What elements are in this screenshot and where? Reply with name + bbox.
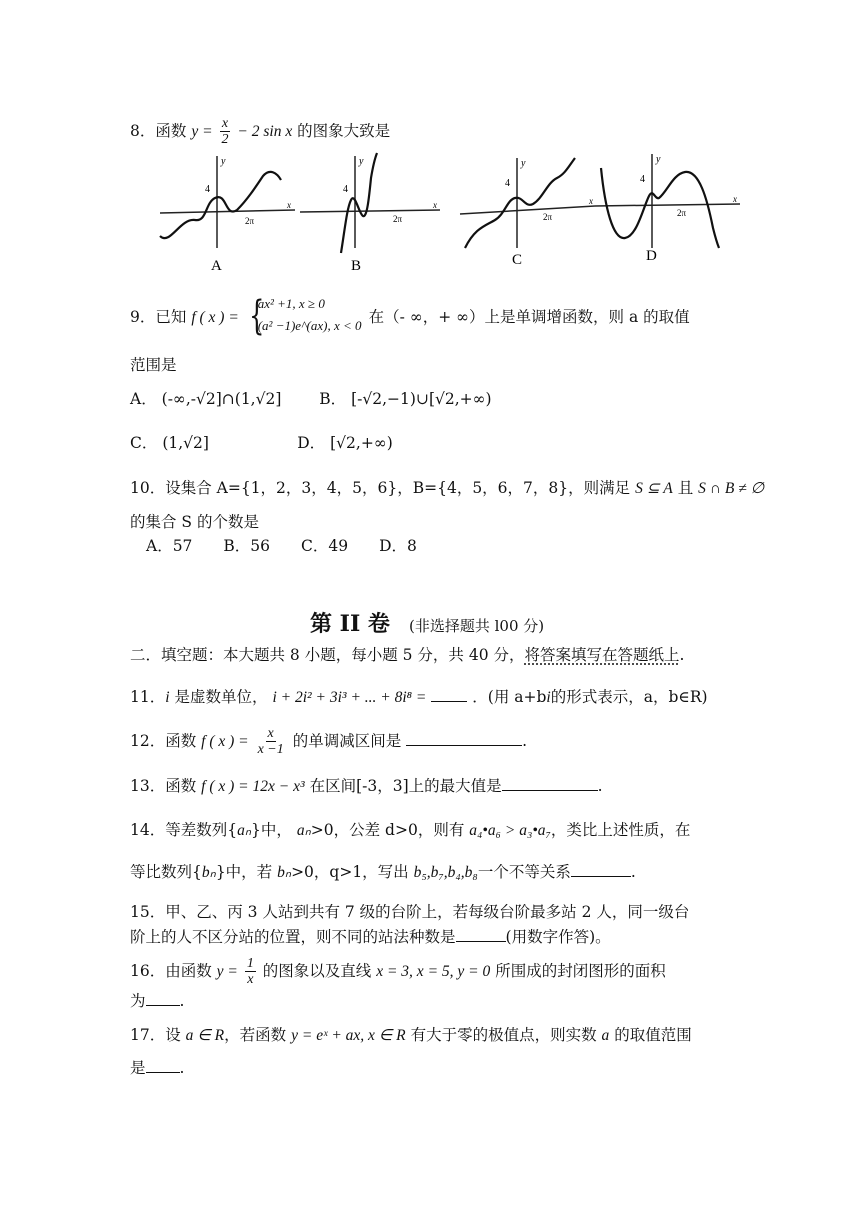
q13-expression: f ( x ) = 12x − x³ xyxy=(201,778,305,795)
q9-option-d: [√2,+∞) xyxy=(330,434,393,452)
graph-c-curve xyxy=(465,158,575,248)
q9-f: f ( x ) = xyxy=(191,309,239,326)
q8-prefix: 8．函数 xyxy=(130,121,187,140)
graph-b-tick-4: 4 xyxy=(343,184,348,195)
q16-line-2 xyxy=(130,991,184,1011)
part-2-heading xyxy=(310,607,544,638)
graph-a-curve xyxy=(160,172,281,238)
q9-option-c-label: C． xyxy=(130,434,158,452)
q8-numerator: x xyxy=(221,116,229,131)
graph-b-x-label: x xyxy=(433,200,437,210)
graph-b-curve xyxy=(341,153,377,253)
q9-piecewise xyxy=(244,293,364,340)
part-2-title: 第 II 卷 xyxy=(310,611,390,637)
question-8 xyxy=(130,116,390,148)
graph-d-curve xyxy=(601,168,719,248)
q9-option-a-label: A． xyxy=(130,390,157,408)
q17-text-4: 是 xyxy=(130,1059,146,1077)
q9-options-cd xyxy=(130,434,393,453)
q9-prefix: 9．已知 xyxy=(130,308,187,326)
q12-answer-blank[interactable] xyxy=(406,731,522,746)
graph-b-y-label: y xyxy=(359,156,364,167)
q9-suffix: 在（- ∞，+ ∞）上是单调增函数，则 a 的取值 xyxy=(368,308,690,326)
q10-line-2: 的集合 S 的个数是 xyxy=(130,513,259,531)
q17-prefix: 17．设 xyxy=(130,1026,181,1044)
graph-b-x-axis xyxy=(300,210,440,212)
q9-option-d-label: D． xyxy=(297,434,326,452)
question-13 xyxy=(130,776,603,797)
q14-text-5: 等比数列{ xyxy=(130,863,202,881)
graph-a-x-axis xyxy=(160,210,295,213)
section-2-emphasis: 将答案填写在答题纸上 xyxy=(524,646,680,664)
q14-text-7: >0，q>1，写出 xyxy=(291,863,409,881)
q13-end: . xyxy=(597,777,603,795)
q13-suffix: 在区间[-3，3]上的最大值是 xyxy=(309,777,502,795)
section-2-text: 二．填空题：本大题共 8 小题，每小题 5 分，共 40 分， xyxy=(130,646,525,664)
graph-d-x-label: x xyxy=(733,194,737,204)
q9-case-1: ax² +1, x ≥ 0 xyxy=(257,296,325,311)
q9-options-ab xyxy=(130,390,492,409)
q11-i-2: i xyxy=(546,689,551,706)
question-12: 12．函数 f ( x ) = $\frac{x}{x -1}$ 的单调减区间是 . xyxy=(130,726,528,758)
q17-text-2: 有大于零的极值点，则实数 xyxy=(410,1026,597,1044)
graph-a xyxy=(160,156,295,274)
graph-a-y-label: y xyxy=(221,156,226,167)
graph-d-y-label: y xyxy=(656,154,661,165)
q15-answer-blank[interactable] xyxy=(456,927,506,942)
q16-prefix: 16．由函数 xyxy=(130,961,212,980)
q14-text-8: 一个不等关系 xyxy=(477,863,571,881)
q9-option-b: [-√2,−1)∪[√2,+∞) xyxy=(351,390,492,408)
graph-d-2pi: 2π xyxy=(677,208,687,218)
q11-text-2: ．(用 a+b xyxy=(472,688,547,706)
graph-d-label: D xyxy=(646,248,657,264)
q11-i: i xyxy=(165,689,170,706)
q11-text-1: 是虚数单位， xyxy=(174,688,268,706)
q10-options: A．57 B．56 C．49 D．8 xyxy=(146,537,417,555)
q14-text-6: }中，若 xyxy=(215,863,273,881)
q16-y-eq: y = xyxy=(216,962,238,980)
question-16 xyxy=(130,956,666,988)
q8-suffix: 的图象大致是 xyxy=(297,121,391,140)
q16-text: 的图象以及直线 xyxy=(262,961,372,980)
q16-end: . xyxy=(179,992,185,1010)
question-15: 15．甲、乙、丙 3 人站到共有 7 级的台阶上，若每级台阶最多站 2 人，同一级台 xyxy=(130,903,690,921)
q11-text-3: 的形式表示，a，b∈R) xyxy=(550,688,708,706)
q10-cond-1: S ⊆ A xyxy=(635,480,673,497)
q11-answer-blank[interactable] xyxy=(431,687,467,702)
q10-text: 10．设集合 A={1，2，3，4，5，6}，B={4，5，6，7，8}，则满足 xyxy=(130,479,631,497)
q8-rest: − 2 sin x xyxy=(237,122,293,140)
q12-f: f ( x ) = xyxy=(201,732,249,750)
q14-text-1: 14．等差数列{ xyxy=(130,821,238,839)
q10-and: 且 xyxy=(677,479,694,497)
q11-expression: i + 2i² + 3i³ + ... + 8i⁸ = xyxy=(272,689,427,706)
q17-text-1: ，若函数 xyxy=(224,1026,287,1044)
q13-answer-blank[interactable] xyxy=(502,776,598,791)
graph-b-2pi: 2π xyxy=(393,214,403,224)
q12-suffix: 的单调减区间是 xyxy=(292,731,402,750)
q12-denominator: x −1 xyxy=(257,742,284,758)
q8-graph-options xyxy=(155,148,745,278)
q15-line-2 xyxy=(130,927,611,947)
q12-prefix: 12．函数 xyxy=(130,731,197,750)
question-17 xyxy=(130,1026,692,1046)
q14-terms: b₅,b₇,b₄,b₈ xyxy=(413,864,478,881)
q17-end: . xyxy=(179,1059,185,1077)
q8-y-eq: y = xyxy=(191,122,213,140)
q17-answer-blank[interactable] xyxy=(146,1058,180,1073)
q14-line-2 xyxy=(130,862,636,883)
q14-text-4: ，类比上述性质，在 xyxy=(550,821,691,839)
q16-answer-blank[interactable] xyxy=(146,991,180,1006)
q14-text-3: >0，公差 d>0，则有 xyxy=(310,821,465,839)
q14-inequality: a₄•a₆ > a₃•a₇ xyxy=(469,822,551,839)
question-14 xyxy=(130,821,690,841)
graph-d-tick-4: 4 xyxy=(640,174,645,185)
q15-text: 阶上的人不区分站的位置，则不同的站法种数是 xyxy=(130,928,456,946)
part-2-note: (非选择题共 l00 分) xyxy=(409,617,545,635)
q17-text-3: 的取值范围 xyxy=(614,1026,692,1044)
graph-c-y-label: y xyxy=(521,158,526,169)
q13-prefix: 13．函数 xyxy=(130,777,197,795)
graph-a-x-label: x xyxy=(287,200,291,210)
question-11 xyxy=(130,687,708,708)
graph-d xyxy=(595,154,740,264)
graph-b xyxy=(300,153,440,274)
section-2-instructions xyxy=(130,646,684,665)
q16-suffix: 所围成的封闭图形的面积 xyxy=(495,961,666,980)
q11-prefix: 11． xyxy=(130,688,166,706)
q14-bn: bₙ xyxy=(201,864,216,881)
q16-text-2: 为 xyxy=(130,992,146,1010)
q17-a: a xyxy=(601,1027,610,1044)
q12-fraction xyxy=(256,726,286,758)
graph-c-tick-4: 4 xyxy=(505,178,510,189)
graph-c-2pi: 2π xyxy=(543,212,553,222)
q17-condition: a ∈ R xyxy=(185,1027,225,1044)
q15-text-2: (用数字作答)。 xyxy=(505,928,611,946)
q14-an-2: aₙ xyxy=(296,822,311,839)
q16-fraction xyxy=(245,956,256,988)
q17-line-2 xyxy=(130,1058,184,1078)
q10-cond-2: S ∩ B ≠ ∅ xyxy=(698,480,765,497)
question-10 xyxy=(130,479,764,499)
q17-expression: y = eˣ + ax, x ∈ R xyxy=(291,1027,406,1044)
q9-brace: { xyxy=(248,293,265,339)
q14-answer-blank[interactable] xyxy=(571,862,631,877)
q9-line-2: 范围是 xyxy=(130,356,177,374)
q14-an: aₙ xyxy=(237,822,252,839)
q9-option-b-label: B． xyxy=(319,390,347,408)
graph-c-x-label: x xyxy=(589,196,593,206)
q14-text-2: }中， xyxy=(251,821,292,839)
q12-numerator: x xyxy=(267,726,274,741)
graph-a-label: A xyxy=(211,258,222,274)
graph-a-2pi: 2π xyxy=(245,216,255,226)
graph-b-label: B xyxy=(351,258,362,274)
q16-denominator: x xyxy=(247,972,254,988)
q14-end: . xyxy=(630,863,636,881)
question-9 xyxy=(130,293,690,340)
graph-c-label: C xyxy=(512,252,523,268)
q14-bn-2: bₙ xyxy=(277,864,292,881)
q9-option-c: (1,√2] xyxy=(162,434,209,452)
q16-numerator: 1 xyxy=(246,956,254,971)
q8-fraction xyxy=(219,116,230,148)
graph-c xyxy=(460,158,595,268)
q9-case-2: (a² −1)e^(ax), x < 0 xyxy=(257,318,362,333)
q8-denominator: 2 xyxy=(221,132,229,148)
q16-lines: x = 3, x = 5, y = 0 xyxy=(376,962,491,980)
graph-d-x-axis xyxy=(595,204,740,206)
graph-c-x-axis xyxy=(460,206,595,214)
section-2-end: . xyxy=(679,646,685,664)
q9-option-a: (-∞,-√2]∩(1,√2] xyxy=(161,390,282,408)
graph-a-tick-4: 4 xyxy=(205,184,210,195)
